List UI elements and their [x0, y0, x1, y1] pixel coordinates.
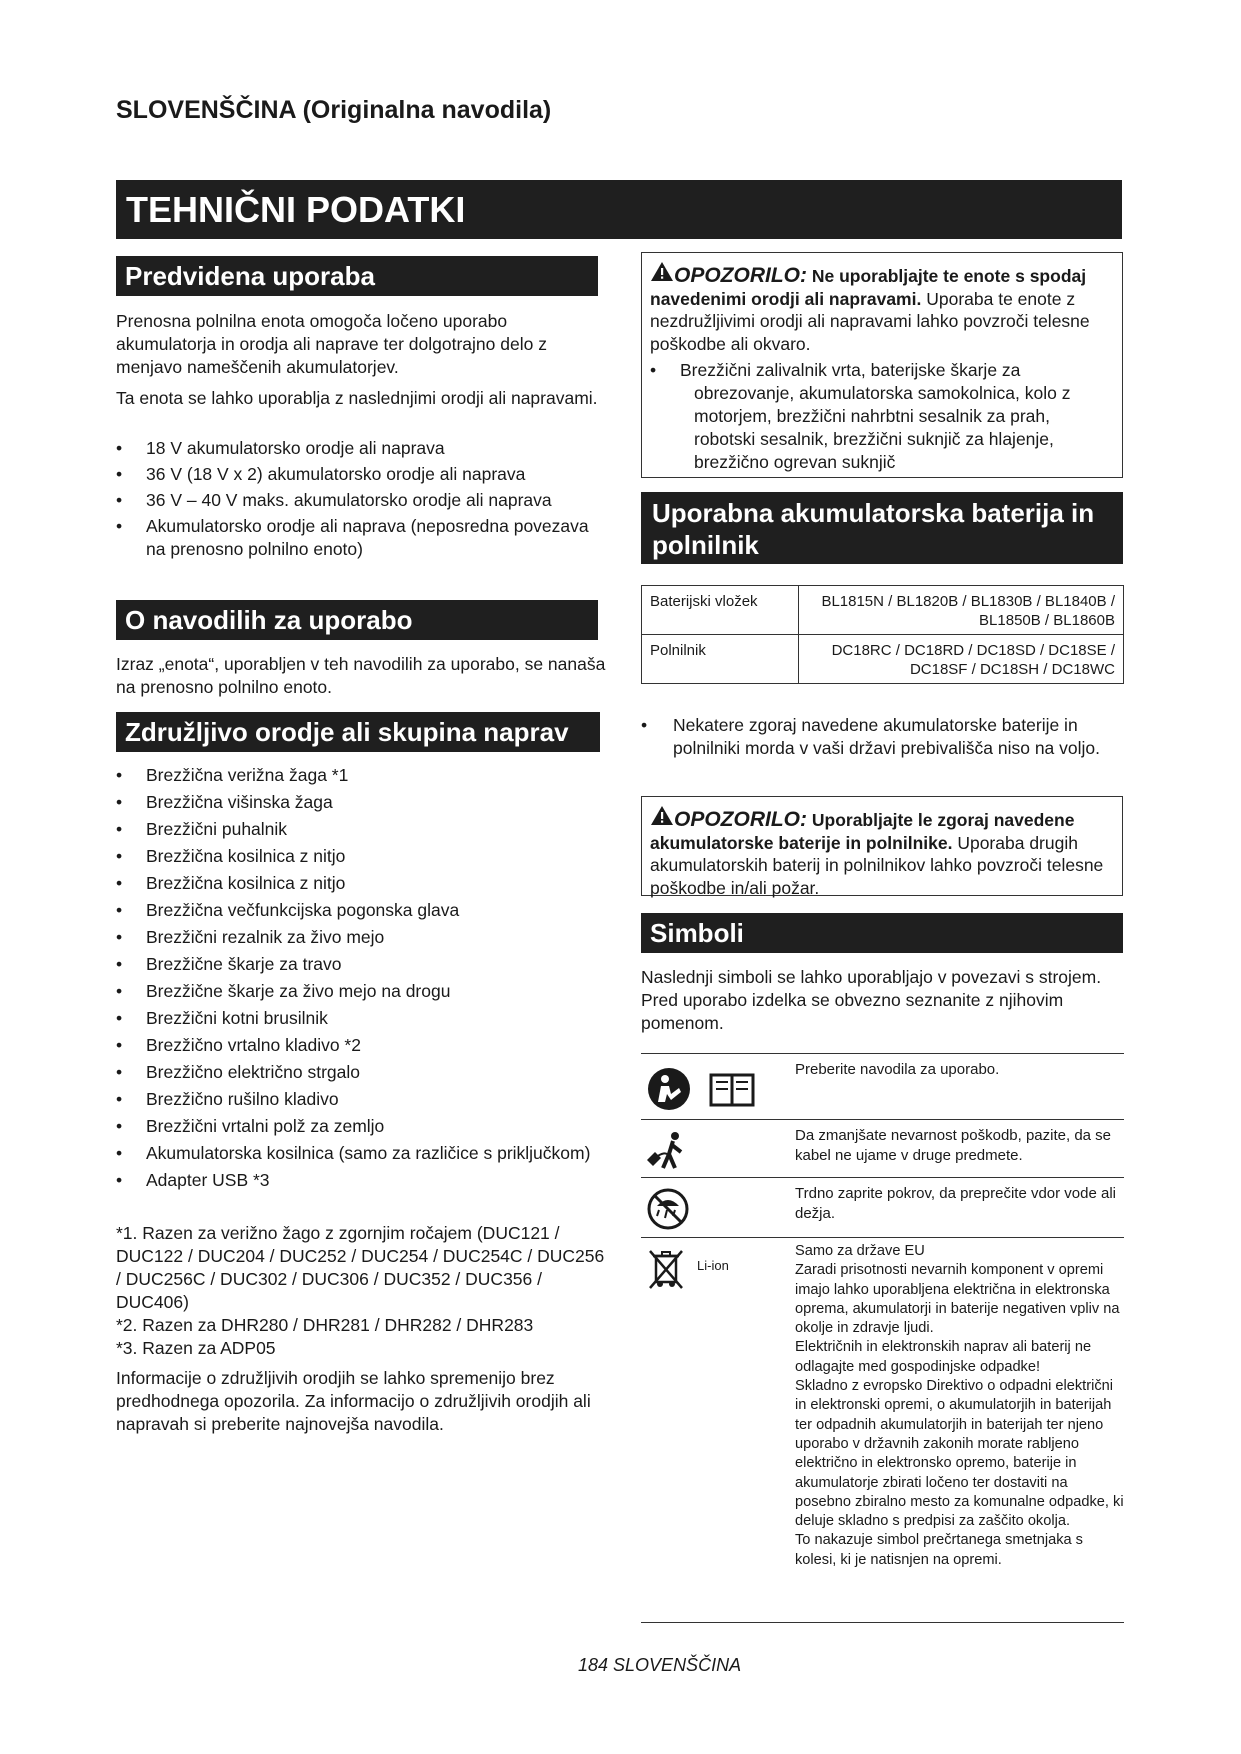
warning-box-2 — [641, 796, 1123, 896]
compatible-note3: *3. Razen za ADP05 — [116, 1338, 276, 1358]
compatible-note2: *2. Razen za DHR280 / DHR281 / DHR282 / DHR283 — [116, 1315, 534, 1335]
no-rain-icon — [647, 1188, 689, 1235]
compatible-info: Informacije o združljivih orodjih se lahko spremenijo brez predhodnega opozorila. Za informacijo o združljivih orodjih ali napravah si preberite najnovejša navodila. — [116, 1368, 591, 1434]
list-item: • Brezžično rušilno kladivo — [116, 1088, 606, 1111]
warning-list — [650, 359, 1114, 474]
crossed-bin-icon — [647, 1248, 685, 1295]
list-item: • Akumulatorsko orodje ali naprava (neposredna povezava na prenosno polnilno enoto) — [116, 515, 596, 561]
table-row — [642, 635, 1124, 684]
intended-use-heading: Predvidena uporaba — [116, 256, 598, 296]
list-item: • Brezžične škarje za živo mejo na drogu — [116, 980, 606, 1003]
warning-triangle-icon — [650, 261, 674, 288]
symbols-heading: Simboli — [641, 913, 1123, 953]
list-item: • Brezžična večfunkcijska pogonska glava — [116, 899, 606, 922]
warning-keyword: OPOZORILO: — [674, 264, 807, 287]
warning-triangle-icon — [650, 805, 674, 832]
language-title: SLOVENŠČINA (Originalna navodila) — [116, 96, 552, 124]
battery-value: BL1815N / BL1820B / BL1830B / BL1840B / BL1850B / BL1860B — [799, 586, 1124, 635]
list-item: • Brezžični puhalnik — [116, 818, 606, 841]
list-item — [650, 359, 1114, 474]
symbol-text: Preberite navodila za uporabo. — [795, 1061, 1000, 1078]
battery-heading: Uporabna akumulatorska baterija in polnilnik — [641, 492, 1123, 564]
list-item: • Brezžični vrtalni polž za zemljo — [116, 1115, 606, 1138]
symbol-row — [641, 1119, 1124, 1178]
about-manual-heading: O navodilih za uporabo — [116, 600, 598, 640]
intended-use-para2: Ta enota se lahko uporablja z naslednjimi orodji ali napravami. — [116, 388, 598, 408]
about-manual-text: Izraz „enota“, uporabljen v teh navodilih za uporabo, se nanaša na prenosno polnilno enoto. — [116, 654, 606, 697]
battery-label: Baterijski vložek — [642, 586, 799, 635]
charger-label: Polnilnik — [642, 635, 799, 684]
symbol-text: Samo za države EU Zaradi prisotnosti nevarnih komponent v opremi imajo lahko uporabljena električna in elektronska oprema, akumulatorji in baterije negativen vpliv na okolje in zdravje ljudi. Električnih in elektronskih naprav ali baterij ne odlagajte med gospodinjske odpadke! Skladno z evropsko Direktivo o odpadni električni in elektronski opremi, o akumulatorjih in baterijah ter odpadnih akumulatorjih in baterijah ter njeno uporabo v državnih zakonih morate rabljeno električno in elektronsko opremo, baterije in akumulatorje zbirati ločeno ter dostaviti na posebno zbiralno mesto za komunalne odpadke, ki deluje skladno s predpisi za zaščito okolja. To nakazuje simbol prečrtanega smetnjaka s kolesi, ki je natisnjen na opremi. — [795, 1243, 1124, 1568]
warning-bold-text: Uporabljajte le zgoraj navedene akumulatorske baterije in polnilnike. — [650, 810, 1075, 853]
list-item: • Brezžična verižna žaga *1 — [116, 764, 606, 787]
list-item: • Akumulatorska kosilnica (samo za različice s priključkom) — [116, 1142, 606, 1165]
warning-list-text: • Brezžični zalivalnik vrta, baterijske škarje za obrezovanje, akumulatorska samokolnica, kolo z motorjem, brezžični nahrbtni sesalnik za prah, robotski sesalnik, brezžični suknjič za hlajenje, brezžično ogrevan suknjič — [680, 360, 1071, 472]
read-manual-icon — [647, 1066, 755, 1117]
intended-use-para1: Prenosna polnilna enota omogoča ločeno uporabo akumulatorja in orodja ali naprave ter dolgotrajno delo z menjavo nameščenih akumulatorjev. — [116, 311, 547, 377]
warning-keyword: OPOZORILO: — [674, 808, 807, 831]
list-item: • Brezžična višinska žaga — [116, 791, 606, 814]
list-item: • Brezžična kosilnica z nitjo — [116, 872, 606, 895]
compatible-note1: *1. Razen za verižno žago z zgornjim ročajem (DUC121 / DUC122 / DUC204 / DUC252 / DUC254 / DUC254C / DUC256 / DUC256C / DUC302 / DUC306 / DUC352 / DUC356 / DUC406) — [116, 1223, 605, 1312]
cable-entanglement-icon — [645, 1130, 691, 1175]
compatible-list — [116, 764, 606, 1196]
list-item: • Adapter USB *3 — [116, 1169, 606, 1192]
list-item: • Brezžični kotni brusilnik — [116, 1007, 606, 1030]
compatible-heading: Združljivo orodje ali skupina naprav — [116, 712, 600, 752]
symbol-text: Da zmanjšate nevarnost poškodb, pazite, da se kabel ne ujame v druge predmete. — [795, 1127, 1112, 1164]
battery-note-list — [641, 714, 1119, 763]
warning-bold-text: Ne uporabljajte te enote s spodaj navedenimi orodji ali napravami. — [650, 266, 1087, 309]
list-item: • Brezžično električno strgalo — [116, 1061, 606, 1084]
warning-text: Uporaba drugih akumulatorskih baterij in polnilnikov lahko povzroči telesne poškodbe in/ali požar. — [650, 832, 1104, 898]
symbol-row — [641, 1237, 1124, 1623]
list-item: • Brezžični rezalnik za živo mejo — [116, 926, 606, 949]
li-ion-label: Li-ion — [697, 1258, 729, 1273]
battery-table — [641, 585, 1124, 684]
page-footer: 184 SLOVENŠČINA — [578, 1655, 742, 1675]
list-item: • Brezžična kosilnica z nitjo — [116, 845, 606, 868]
main-banner: TEHNIČNI PODATKI — [116, 180, 1122, 239]
intended-use-list — [116, 437, 596, 564]
table-row — [642, 586, 1124, 635]
charger-value: DC18RC / DC18RD / DC18SD / DC18SE / DC18SF / DC18SH / DC18WC — [799, 635, 1124, 684]
battery-note: Nekatere zgoraj navedene akumulatorske baterije in polnilniki morda v vaši državi prebivališča niso na voljo. — [673, 715, 1100, 758]
list-item: • Brezžično vrtalno kladivo *2 — [116, 1034, 606, 1057]
symbol-row — [641, 1053, 1124, 1120]
warning-box-1 — [641, 252, 1123, 478]
list-item: • Brezžične škarje za travo — [116, 953, 606, 976]
symbols-intro: Naslednji simboli se lahko uporabljajo v povezavi s strojem. Pred uporabo izdelka se obvezno seznanite z njihovim pomenom. — [641, 967, 1102, 1033]
warning-text: Uporaba te enote z nezdružljivimi orodji ali napravami lahko povzroči telesne poškodbe ali okvaro. — [650, 288, 1090, 354]
symbol-text: Trdno zaprite pokrov, da preprečite vdor vode ali dežja. — [795, 1185, 1116, 1222]
symbol-row — [641, 1177, 1124, 1238]
list-item — [641, 714, 1119, 760]
list-item: • 18 V akumulatorsko orodje ali naprava — [116, 437, 596, 460]
list-item: • 36 V (18 V x 2) akumulatorsko orodje ali naprava — [116, 463, 596, 486]
list-item: • 36 V – 40 V maks. akumulatorsko orodje ali naprava — [116, 489, 596, 512]
